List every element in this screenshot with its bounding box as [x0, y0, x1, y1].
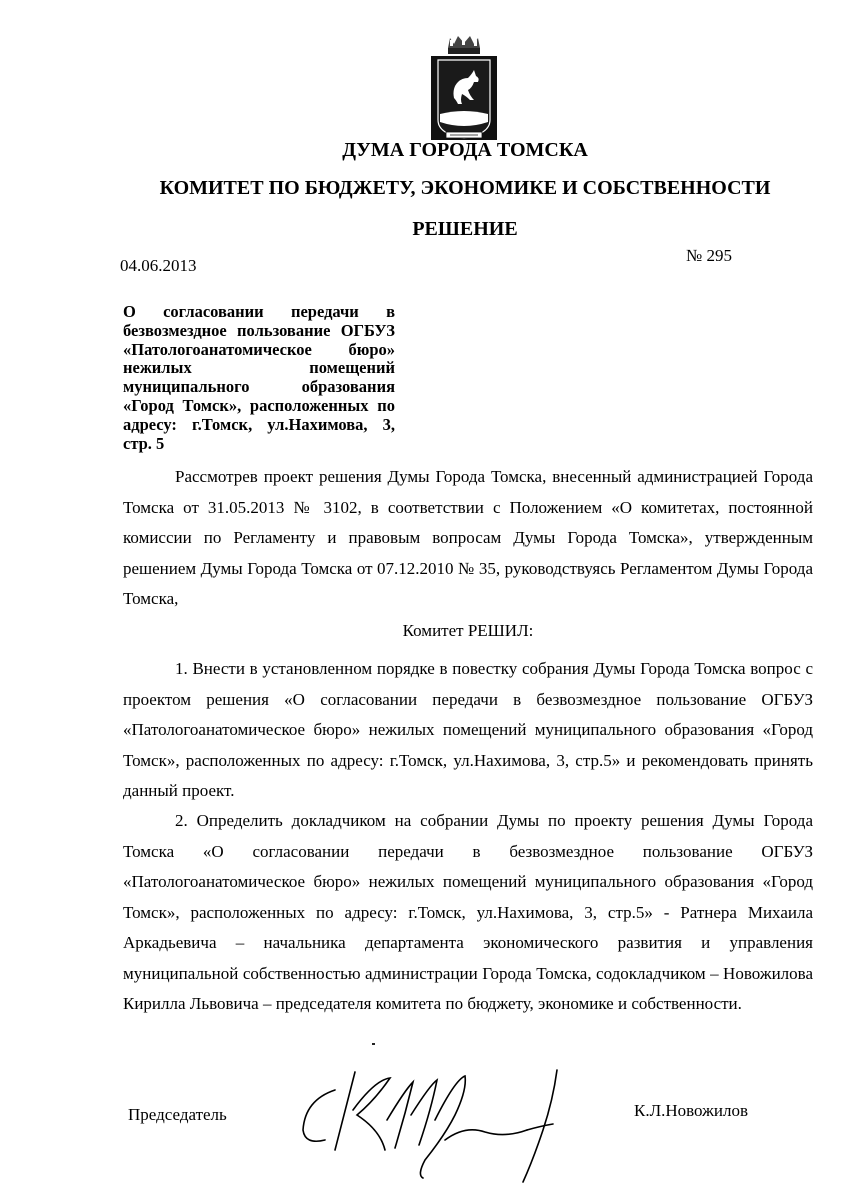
decision-item-1: 1. Внести в установленном порядке в повестку собрания Думы Города Томска вопрос с проектом решения «О согласовании передачи в безвозмездное пользование ОГБУЗ «Патологоанатомическое бюро» нежилых помещений муниципального образования «Город Томск», расположенных по адресу: г.Томск, ул.Нахимова, 3, стр.5» и рекомендовать принять данный проект. [123, 659, 813, 800]
handwritten-signature-icon [295, 1060, 575, 1185]
organization-title: ДУМА ГОРОДА ТОМСКА [342, 139, 588, 161]
document-number: № 295 [686, 246, 732, 265]
document-type: РЕШЕНИЕ [412, 218, 518, 240]
ink-dot [372, 1043, 375, 1045]
decision-item-2: 2. Определить докладчиком на собрании Думы по проекту решения Думы Города Томска «О согласовании передачи в безвозмездное пользование ОГБУЗ «Патологоанатомическое бюро» нежилых помещений муниципального образования «Город Томск», расположенных по адресу: г.Томск, ул.Нахимова, 3, стр.5» - Ратнера Михаила Аркадьевича – начальника департамента экономического развития и управления муниципальной собственностью администрации Города Томска, содокладчиком – Новожилова Кирилла Львовича – председателя комитета по бюджету, экономике и собственности. [123, 811, 813, 1013]
document-subject: О согласовании передачи в безвозмездное пользование ОГБУЗ «Патологоанатомическое бюро» нежилых помещений муниципального образования «Город Томск», расположенных по адресу: г.Томск, ул.Нахимова, 3, стр. 5 [123, 302, 395, 453]
document-date: 04.06.2013 [120, 256, 197, 275]
chair-label: Председатель [128, 1105, 227, 1124]
tomsk-coat-of-arms-icon [428, 34, 500, 144]
intro-paragraph: Рассмотрев проект решения Думы Города Томска, внесенный администрацией Города Томска от 31.05.2013 № 3102, в соответствии с Положением «О комитетах, постоянной комиссии по Регламенту и правовым вопросам Думы Города Томска», утвержденным решением Думы Города Томска от 07.12.2010 № 35, руководствуясь Регламентом Думы Города Томска, [123, 467, 813, 608]
chair-name: К.Л.Новожилов [634, 1101, 748, 1120]
resolved-heading: Комитет РЕШИЛ: [402, 621, 534, 640]
crown-icon [448, 36, 480, 54]
committee-title: КОМИТЕТ ПО БЮДЖЕТУ, ЭКОНОМИКЕ И СОБСТВЕННОСТИ [159, 177, 771, 199]
